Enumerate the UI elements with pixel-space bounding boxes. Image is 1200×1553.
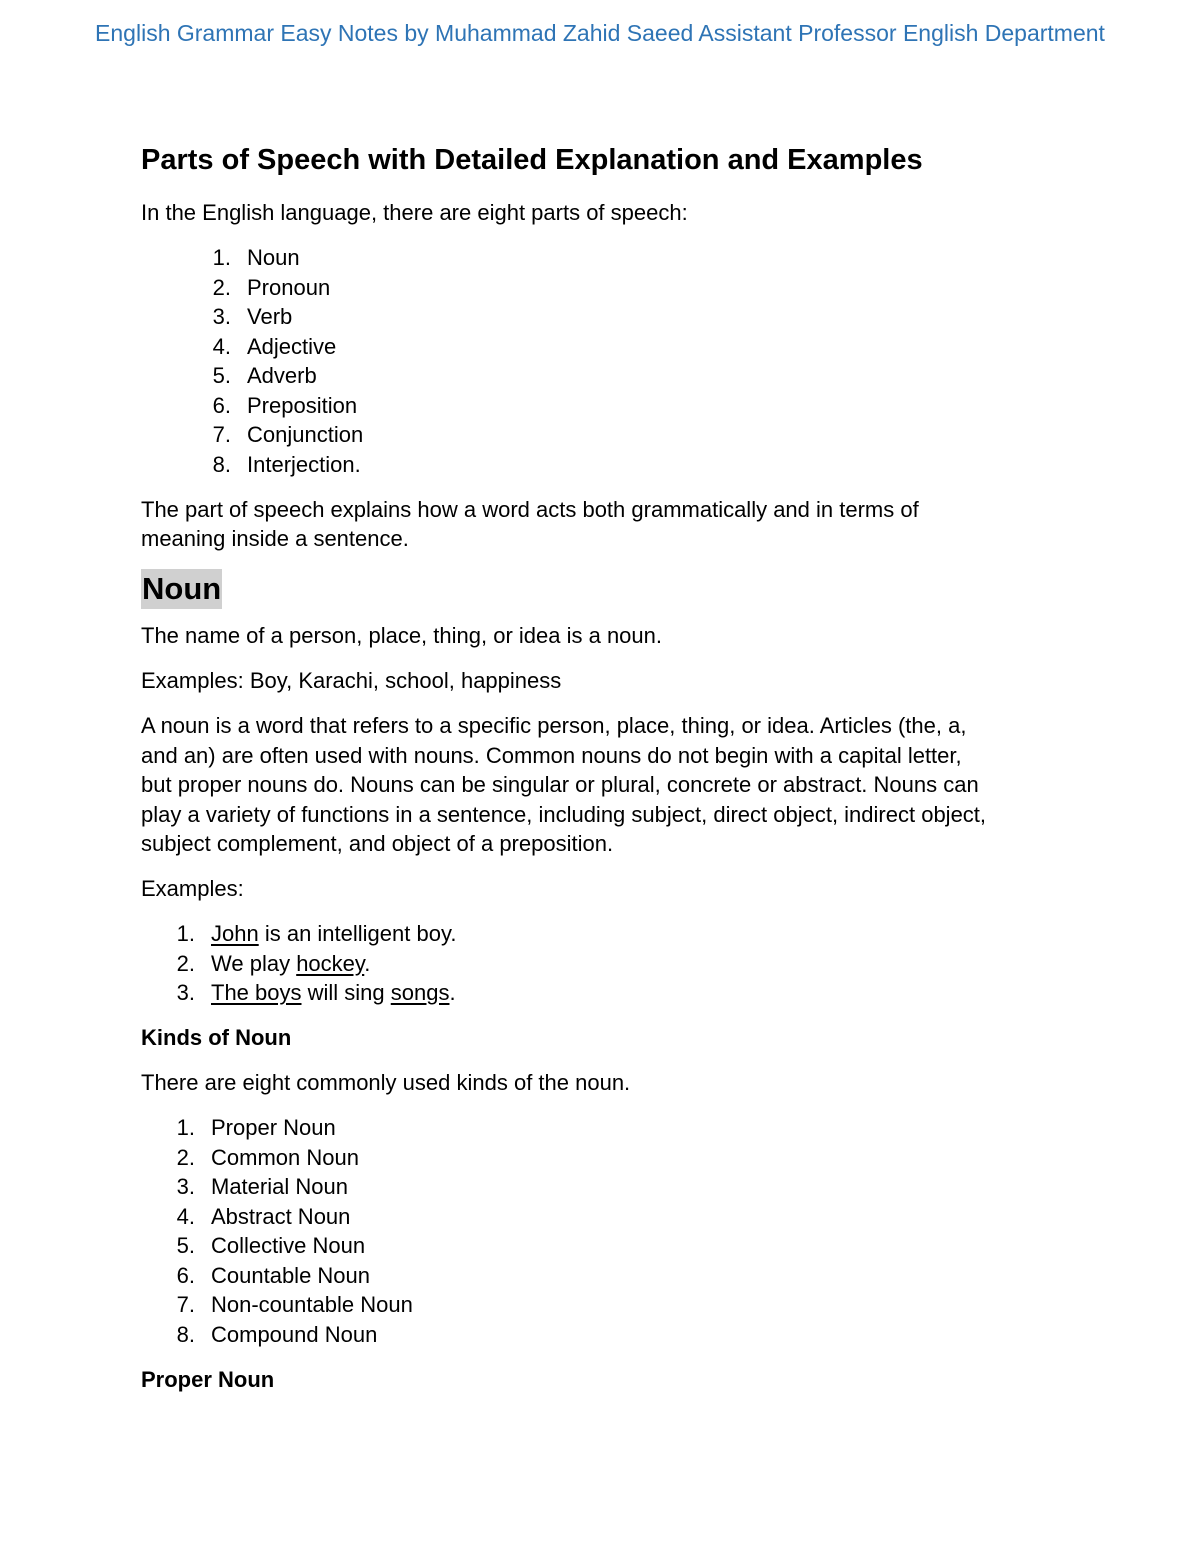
list-number: 2. bbox=[176, 1144, 195, 1170]
list-item-label: Material Noun bbox=[211, 1174, 348, 1199]
list-number: 2. bbox=[212, 274, 231, 300]
list-item bbox=[141, 361, 1071, 391]
list-number: 8. bbox=[212, 451, 231, 477]
list-item bbox=[141, 302, 1071, 332]
list-number: 4. bbox=[176, 1203, 195, 1229]
list-number: 6. bbox=[212, 392, 231, 418]
list-item-label: Pronoun bbox=[247, 274, 331, 300]
list-item bbox=[141, 450, 1071, 480]
list-item-label: Compound Noun bbox=[211, 1321, 378, 1347]
underlined-noun: John bbox=[211, 921, 259, 946]
list-item bbox=[141, 1113, 1071, 1143]
paragraph-line: but proper nouns do. Nouns can be singular or plural, concrete or abstract. Nouns can bbox=[141, 772, 979, 797]
explanation-line: meaning inside a sentence. bbox=[141, 526, 409, 551]
example-sentence bbox=[211, 951, 370, 976]
list-number: 1. bbox=[176, 1115, 195, 1140]
page-header: English Grammar Easy Notes by Muhammad Zahid Saeed Assistant Professor English Department bbox=[95, 20, 1105, 46]
underlined-noun: hockey bbox=[296, 950, 365, 976]
list-number: 2. bbox=[176, 950, 195, 976]
page-title: Parts of Speech with Detailed Explanation and Examples bbox=[141, 144, 923, 176]
list-number: 6. bbox=[176, 1262, 195, 1288]
list-item bbox=[141, 1231, 1071, 1261]
underlined-noun: songs bbox=[390, 980, 450, 1005]
list-number: 4. bbox=[212, 333, 231, 359]
list-number: 3. bbox=[176, 1174, 195, 1199]
noun-section bbox=[141, 569, 1071, 1394]
paragraph-line: subject complement, and object of a preposition. bbox=[141, 831, 614, 856]
list-item bbox=[141, 243, 1071, 273]
list-number: 1. bbox=[212, 245, 231, 270]
list-number: 7. bbox=[176, 1292, 195, 1317]
list-item-label: Interjection. bbox=[247, 451, 361, 477]
list-item bbox=[141, 1143, 1071, 1173]
list-item-label: Common Noun bbox=[211, 1144, 359, 1170]
list-number: 8. bbox=[176, 1321, 195, 1347]
list-item bbox=[141, 1202, 1071, 1232]
list-item bbox=[141, 273, 1071, 303]
list-item-label: Collective Noun bbox=[211, 1233, 366, 1258]
noun-heading: Noun bbox=[141, 569, 222, 609]
explanation-paragraph bbox=[141, 495, 1071, 554]
list-item bbox=[141, 1172, 1071, 1202]
noun-paragraph bbox=[141, 711, 1071, 859]
example-sentence bbox=[211, 921, 456, 946]
document-body bbox=[141, 142, 1071, 1410]
list-item bbox=[141, 391, 1071, 421]
list-number: 3. bbox=[176, 980, 195, 1005]
list-item-label: Countable Noun bbox=[211, 1262, 371, 1288]
list-item bbox=[141, 1320, 1071, 1350]
example-text: . bbox=[364, 950, 371, 976]
example-text: will sing bbox=[301, 980, 391, 1005]
list-item bbox=[141, 978, 1071, 1008]
list-item-label: Abstract Noun bbox=[211, 1203, 351, 1229]
list-item-label: Preposition bbox=[247, 392, 358, 418]
noun-examples-list bbox=[141, 919, 1071, 1008]
parts-of-speech-list bbox=[141, 243, 1071, 479]
list-item-label: Adjective bbox=[247, 333, 337, 359]
proper-noun-heading: Proper Noun bbox=[141, 1366, 275, 1392]
example-text: We play bbox=[211, 950, 297, 976]
list-item bbox=[141, 1290, 1071, 1320]
list-number: 5. bbox=[212, 363, 231, 388]
list-item-label: Conjunction bbox=[247, 422, 364, 447]
example-text: is an intelligent boy. bbox=[258, 921, 457, 946]
paragraph-line: play a variety of functions in a sentence, including subject, direct object, indirect object, bbox=[141, 801, 987, 827]
list-item bbox=[141, 1261, 1071, 1291]
list-number: 7. bbox=[212, 422, 231, 447]
examples-label: Examples: bbox=[141, 876, 244, 901]
kinds-of-noun-list bbox=[141, 1113, 1071, 1349]
explanation-line: The part of speech explains how a word acts both grammatically and in terms of bbox=[141, 496, 919, 522]
paragraph-line: A noun is a word that refers to a specific person, place, thing, or idea. Articles (the, a, bbox=[141, 713, 967, 738]
list-item bbox=[141, 332, 1071, 362]
kinds-intro: There are eight commonly used kinds of the noun. bbox=[141, 1070, 631, 1095]
example-sentence bbox=[211, 980, 456, 1005]
paragraph-line: and an) are often used with nouns. Common nouns do not begin with a capital letter, bbox=[141, 742, 962, 768]
noun-examples-line: Examples: Boy, Karachi, school, happiness bbox=[141, 668, 562, 693]
list-item bbox=[141, 420, 1071, 450]
kinds-of-noun-heading: Kinds of Noun bbox=[141, 1025, 292, 1050]
underlined-noun: The boys bbox=[211, 980, 302, 1005]
list-item-label: Non-countable Noun bbox=[211, 1292, 413, 1317]
list-number: 3. bbox=[212, 304, 231, 329]
example-text: . bbox=[449, 980, 456, 1005]
intro-paragraph: In the English language, there are eight parts of speech: bbox=[141, 200, 688, 225]
noun-definition: The name of a person, place, thing, or idea is a noun. bbox=[141, 623, 662, 648]
list-item bbox=[141, 949, 1071, 979]
list-number: 1. bbox=[176, 921, 195, 946]
list-item-label: Verb bbox=[247, 304, 293, 329]
list-item-label: Adverb bbox=[247, 363, 317, 388]
list-item bbox=[141, 919, 1071, 949]
list-number: 5. bbox=[176, 1233, 195, 1258]
list-item-label: Proper Noun bbox=[211, 1115, 336, 1140]
list-item-label: Noun bbox=[247, 245, 300, 270]
